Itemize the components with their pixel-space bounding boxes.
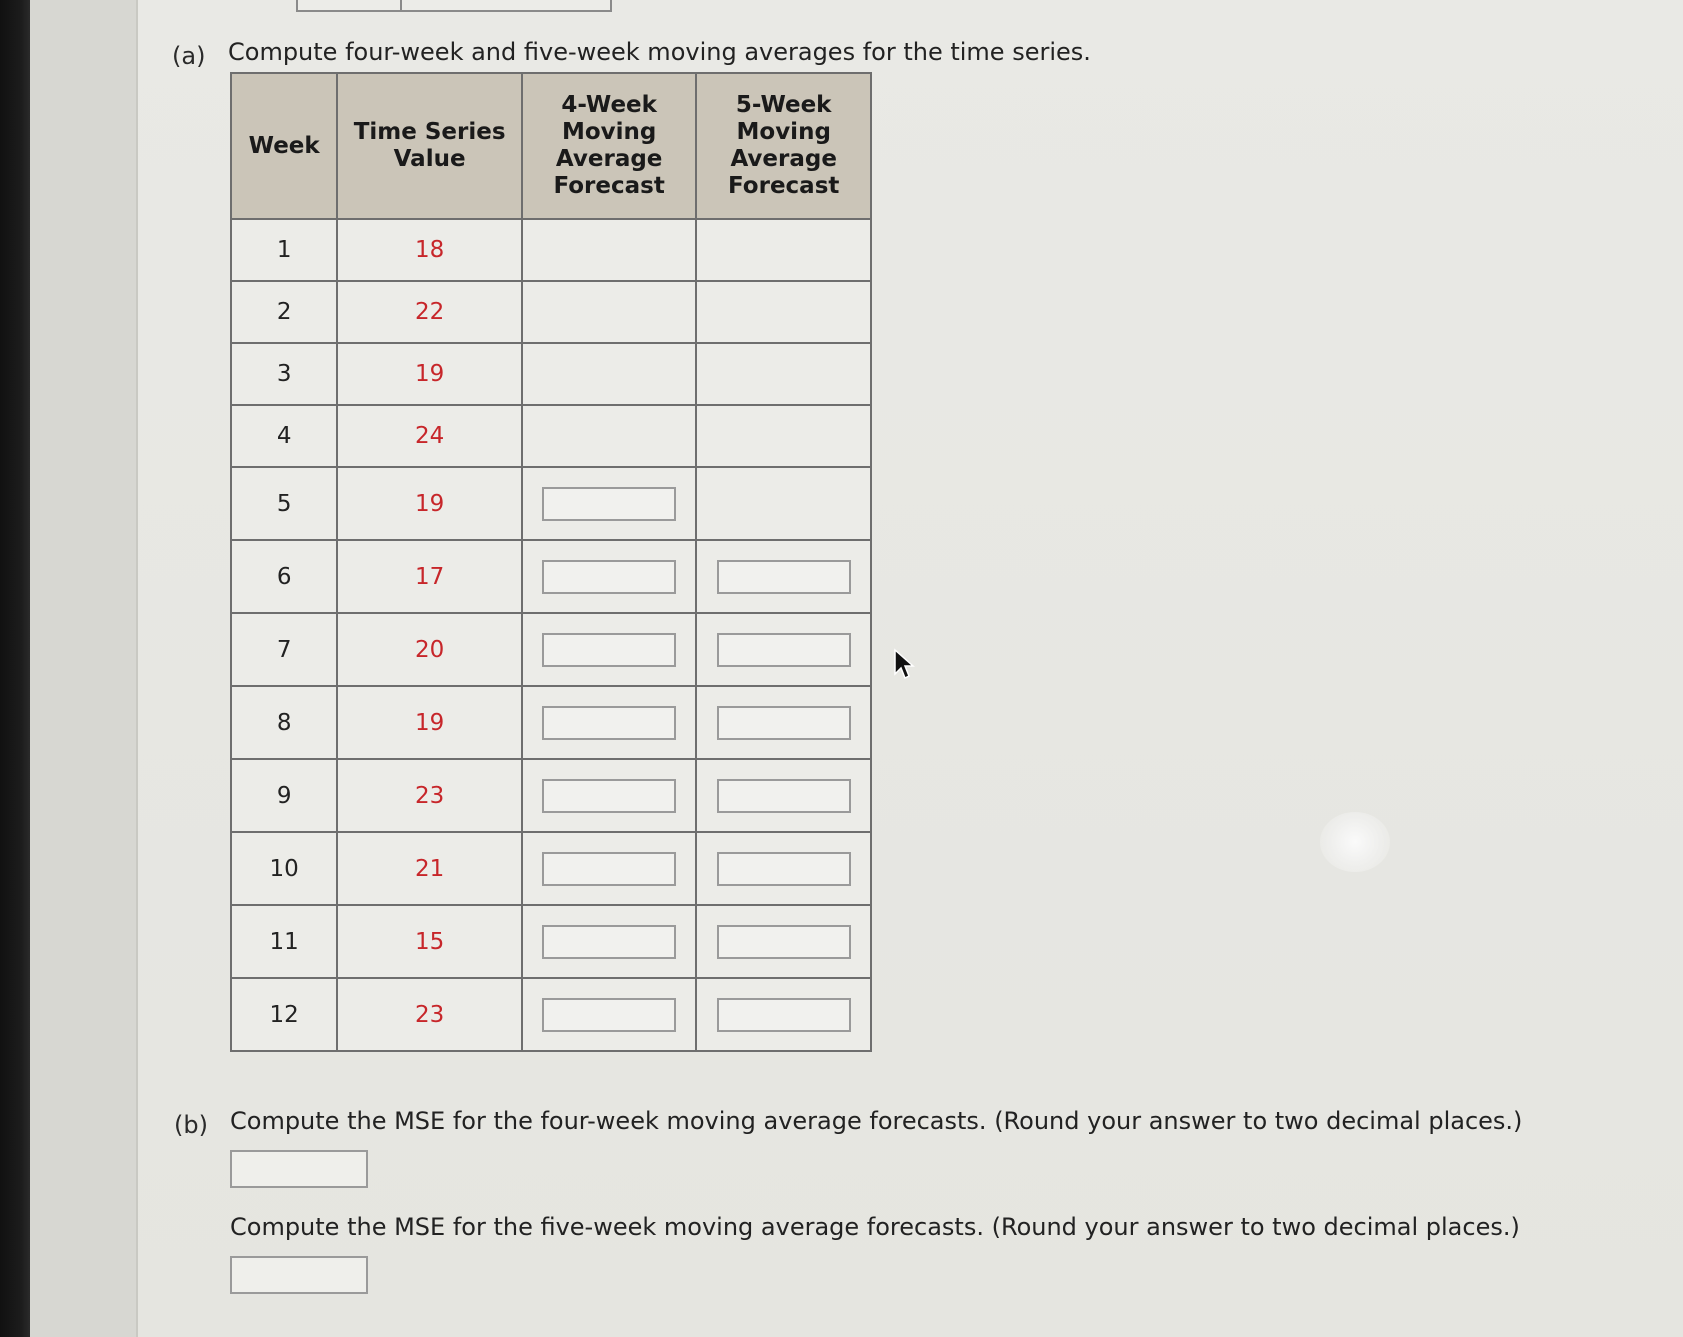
- week-cell: 9: [231, 759, 337, 832]
- table-row: [231, 832, 871, 905]
- ma4-input-week-7[interactable]: [542, 633, 676, 667]
- ma4-cell: [522, 540, 697, 613]
- ma5-cell-empty: [696, 219, 871, 281]
- ma5-input-week-6[interactable]: [717, 560, 851, 594]
- week-cell: 11: [231, 905, 337, 978]
- ma5-cell: [696, 759, 871, 832]
- screen-bezel: [0, 0, 30, 1337]
- value-cell: 21: [337, 832, 522, 905]
- ma5-cell: [696, 905, 871, 978]
- ma4-cell: [522, 759, 697, 832]
- ma4-input-week-6[interactable]: [542, 560, 676, 594]
- ma5-cell: [696, 832, 871, 905]
- week-cell: 2: [231, 281, 337, 343]
- table-row: [231, 686, 871, 759]
- ma5-cell-empty: [696, 467, 871, 540]
- value-cell: 23: [337, 978, 522, 1051]
- ma5-cell-empty: [696, 343, 871, 405]
- ma5-cell-empty: [696, 281, 871, 343]
- table-row: [231, 540, 871, 613]
- table-row: [231, 343, 871, 405]
- value-cell: 23: [337, 759, 522, 832]
- ma5-cell: [696, 540, 871, 613]
- ma4-input-week-5[interactable]: [542, 487, 676, 521]
- ma4-input-week-11[interactable]: [542, 925, 676, 959]
- value-cell: 20: [337, 613, 522, 686]
- part-a-question: Compute four-week and five-week moving averages for the time series.: [228, 38, 1091, 66]
- ma4-input-week-12[interactable]: [542, 998, 676, 1032]
- table-row: [231, 759, 871, 832]
- mse-4-week-question: Compute the MSE for the four-week moving average forecasts. (Round your answer to two decimal places.): [230, 1107, 1523, 1135]
- mse-5-week-input[interactable]: [230, 1256, 368, 1294]
- value-cell: 17: [337, 540, 522, 613]
- table-row: [231, 405, 871, 467]
- header-week: Week: [231, 73, 337, 219]
- part-b-label: (b): [174, 1111, 208, 1139]
- week-cell: 7: [231, 613, 337, 686]
- ma4-cell: [522, 613, 697, 686]
- ma4-input-week-8[interactable]: [542, 706, 676, 740]
- ma5-input-week-10[interactable]: [717, 852, 851, 886]
- tab-divider: [400, 0, 402, 10]
- table-row: [231, 905, 871, 978]
- ma5-input-week-8[interactable]: [717, 706, 851, 740]
- header-time-series-value: Time Series Value: [337, 73, 522, 219]
- value-cell: 22: [337, 281, 522, 343]
- ma5-cell-empty: [696, 405, 871, 467]
- ma4-cell: [522, 978, 697, 1051]
- header-4-week-forecast: 4-Week Moving Average Forecast: [522, 73, 697, 219]
- ma5-cell: [696, 978, 871, 1051]
- value-cell: 24: [337, 405, 522, 467]
- week-cell: 12: [231, 978, 337, 1051]
- table-row: [231, 613, 871, 686]
- week-cell: 10: [231, 832, 337, 905]
- value-cell: 18: [337, 219, 522, 281]
- ma4-cell: [522, 832, 697, 905]
- table-row: [231, 281, 871, 343]
- ma5-input-week-11[interactable]: [717, 925, 851, 959]
- week-cell: 1: [231, 219, 337, 281]
- ma4-cell: [522, 686, 697, 759]
- screen-glare: [1320, 812, 1390, 872]
- mouse-pointer-icon: [893, 648, 915, 680]
- week-cell: 8: [231, 686, 337, 759]
- week-cell: 4: [231, 405, 337, 467]
- week-cell: 3: [231, 343, 337, 405]
- value-cell: 19: [337, 467, 522, 540]
- table-row: [231, 219, 871, 281]
- moving-average-table: [230, 72, 872, 1052]
- table-row: [231, 467, 871, 540]
- top-tab-strip: [296, 0, 612, 12]
- week-cell: 5: [231, 467, 337, 540]
- ma4-cell: [522, 905, 697, 978]
- ma4-cell-empty: [522, 219, 697, 281]
- ma5-cell: [696, 686, 871, 759]
- ma4-cell-empty: [522, 343, 697, 405]
- ma4-input-week-9[interactable]: [542, 779, 676, 813]
- ma5-input-week-12[interactable]: [717, 998, 851, 1032]
- ma4-cell-empty: [522, 405, 697, 467]
- table-header-row: [231, 73, 871, 219]
- mse-4-week-input[interactable]: [230, 1150, 368, 1188]
- ma4-cell: [522, 467, 697, 540]
- ma5-input-week-7[interactable]: [717, 633, 851, 667]
- table-row: [231, 978, 871, 1051]
- header-5-week-forecast: 5-Week Moving Average Forecast: [696, 73, 871, 219]
- ma5-input-week-9[interactable]: [717, 779, 851, 813]
- value-cell: 19: [337, 343, 522, 405]
- ma4-cell-empty: [522, 281, 697, 343]
- value-cell: 15: [337, 905, 522, 978]
- ma5-cell: [696, 613, 871, 686]
- left-sidebar: [30, 0, 138, 1337]
- part-a-label: (a): [172, 42, 206, 70]
- value-cell: 19: [337, 686, 522, 759]
- mse-5-week-question: Compute the MSE for the five-week moving average forecasts. (Round your answer to two decimal places.): [230, 1213, 1520, 1241]
- week-cell: 6: [231, 540, 337, 613]
- ma4-input-week-10[interactable]: [542, 852, 676, 886]
